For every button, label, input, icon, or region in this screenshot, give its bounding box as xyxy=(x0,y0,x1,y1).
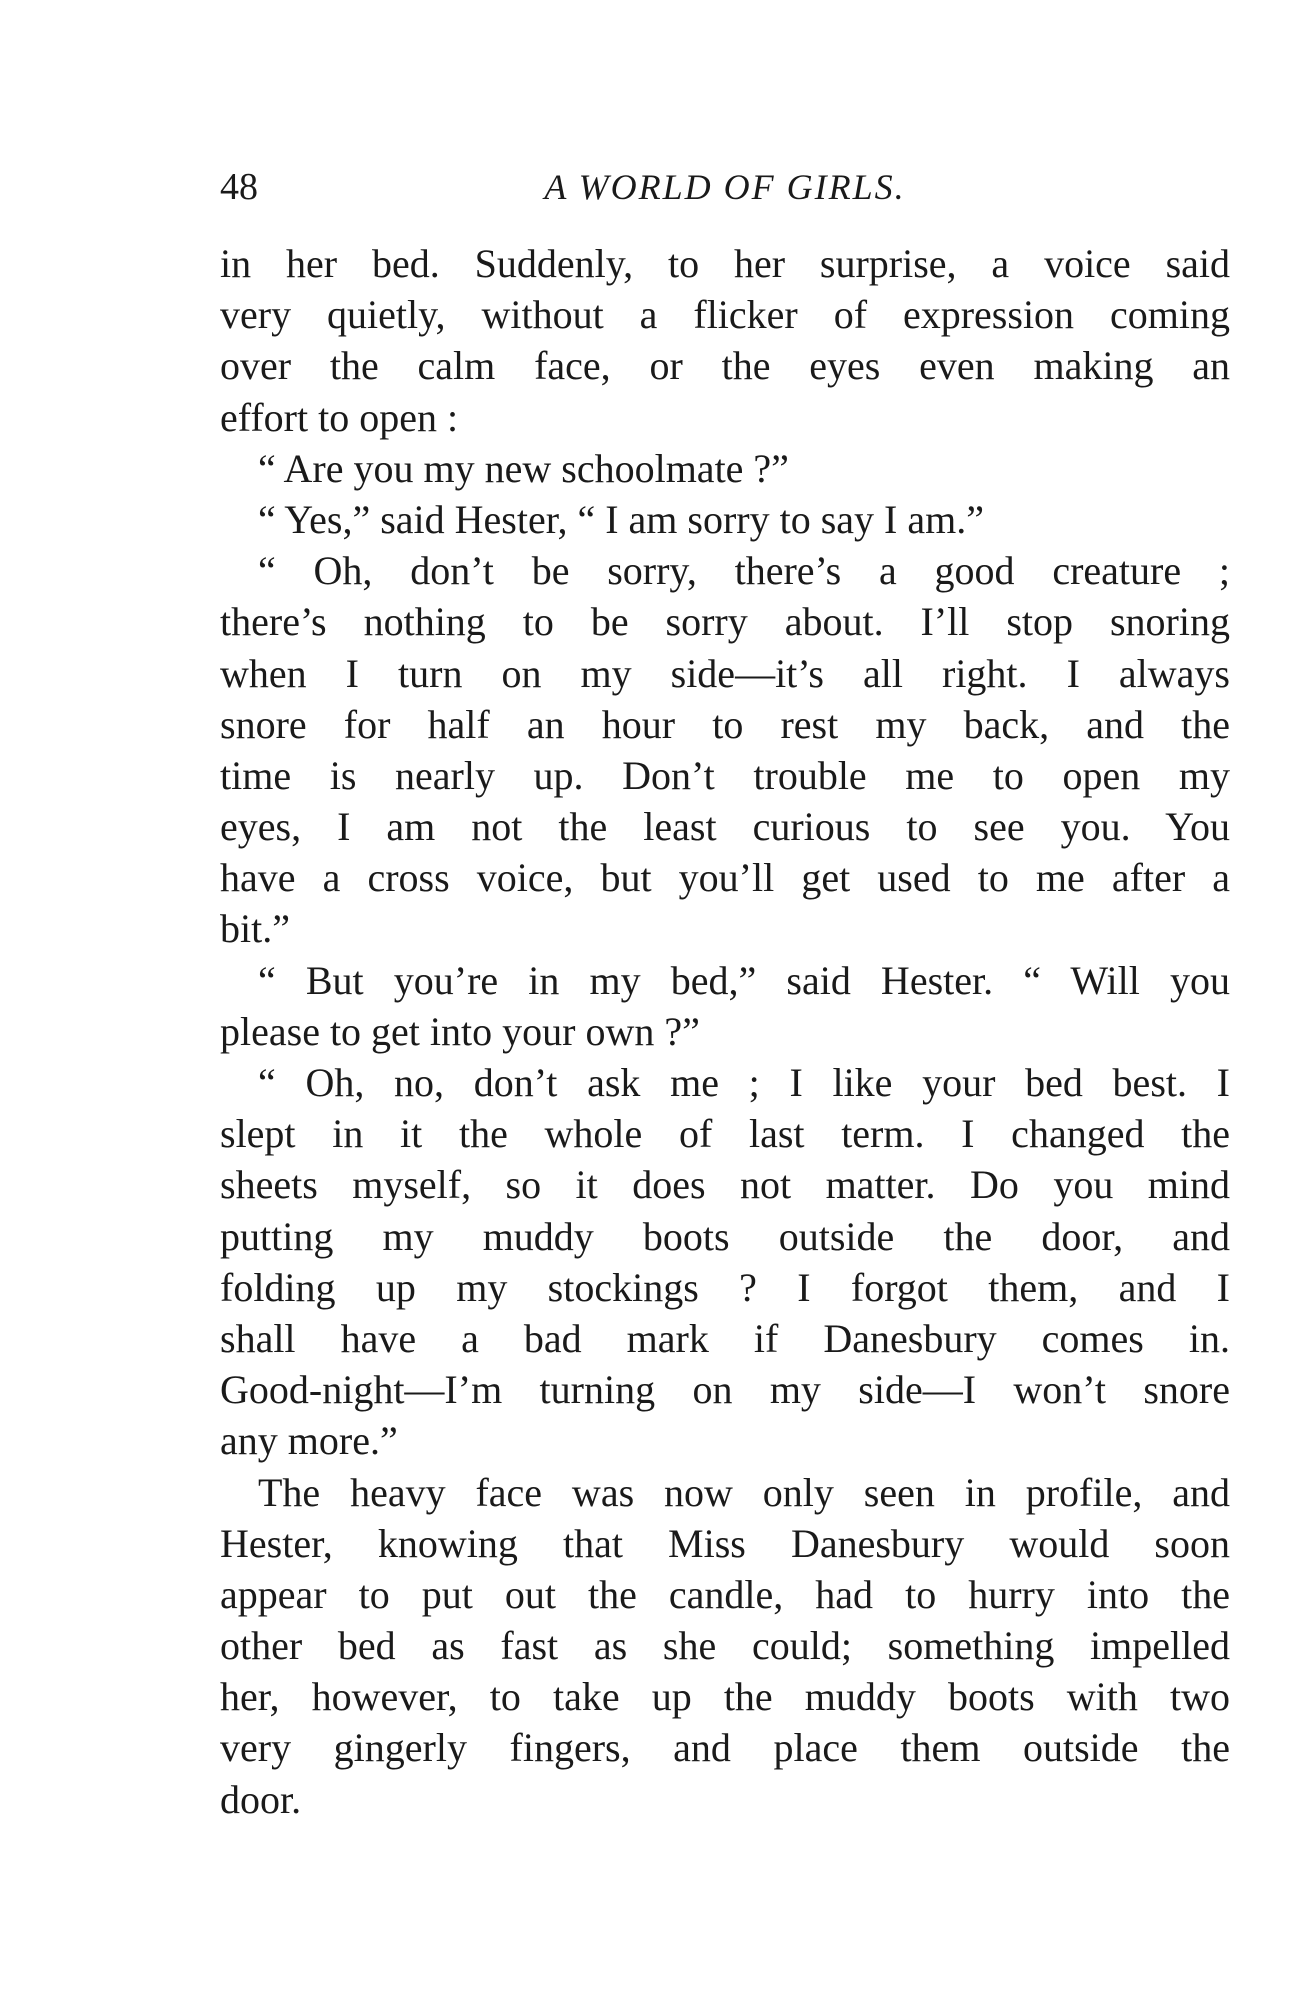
text-line: in her bed. Suddenly, to her surprise, a voice said xyxy=(220,241,1230,286)
text-line: eyes, I am not the least curious to see you. You xyxy=(220,804,1230,850)
text-line: snore for half an hour to rest my back, and the xyxy=(220,701,1230,747)
text-line: have a cross voice, but you’ll get used to me after a xyxy=(220,855,1230,901)
text-line: Good-night—I’m turning on my side—I won’t snore xyxy=(220,1367,1230,1413)
text-line: folding up my stockings ? I forgot them, and I xyxy=(220,1264,1230,1310)
text-line: very gingerly fingers, and place them outside the xyxy=(220,1725,1230,1771)
text-line: shall have a bad mark if Danesbury comes in. xyxy=(220,1315,1230,1361)
text-line: bit.” xyxy=(220,906,290,952)
text-line: “ Oh, no, don’t ask me ; I like your bed best. I xyxy=(258,1060,1230,1105)
text-line: time is nearly up. Don’t trouble me to open my xyxy=(220,752,1230,798)
text-line: over the calm face, or the eyes even making an xyxy=(220,343,1230,389)
text-line: door. xyxy=(220,1776,302,1822)
text-line: her, however, to take up the muddy boots with two xyxy=(220,1674,1230,1720)
text-line: there’s nothing to be sorry about. I’ll stop snoring xyxy=(220,599,1230,645)
text-line: any more.” xyxy=(220,1418,398,1464)
text-line: slept in it the whole of last term. I changed the xyxy=(220,1111,1230,1157)
page-header xyxy=(220,162,1230,212)
text-line: The heavy face was now only seen in profile, and xyxy=(258,1469,1230,1515)
text-line: “ But you’re in my bed,” said Hester. “ Will you xyxy=(258,957,1230,1003)
running-title: A WORLD OF GIRLS. xyxy=(544,167,906,207)
text-line: please to get into your own ?” xyxy=(220,1008,700,1054)
page-number: 48 xyxy=(220,166,258,208)
text-line: sheets myself, so it does not matter. Do you mind xyxy=(220,1162,1230,1208)
text-line: “ Yes,” said Hester, “ I am sorry to say I am.” xyxy=(258,496,984,542)
text-line: “ Oh, don’t be sorry, there’s a good creature ; xyxy=(258,548,1230,594)
text-line: when I turn on my side—it’s all right. I always xyxy=(220,650,1230,696)
text-line: very quietly, without a flicker of expression coming xyxy=(220,292,1230,338)
text-line: effort to open : xyxy=(220,394,459,440)
body-text xyxy=(220,238,1230,1825)
text-line: other bed as fast as she could; something impelled xyxy=(220,1623,1230,1669)
text-line: Hester, knowing that Miss Danesbury would soon xyxy=(220,1520,1230,1566)
text-line: “ Are you my new schoolmate ?” xyxy=(258,445,789,491)
text-line: putting my muddy boots outside the door, and xyxy=(220,1213,1230,1259)
text-line: appear to put out the candle, had to hurry into the xyxy=(220,1571,1230,1617)
